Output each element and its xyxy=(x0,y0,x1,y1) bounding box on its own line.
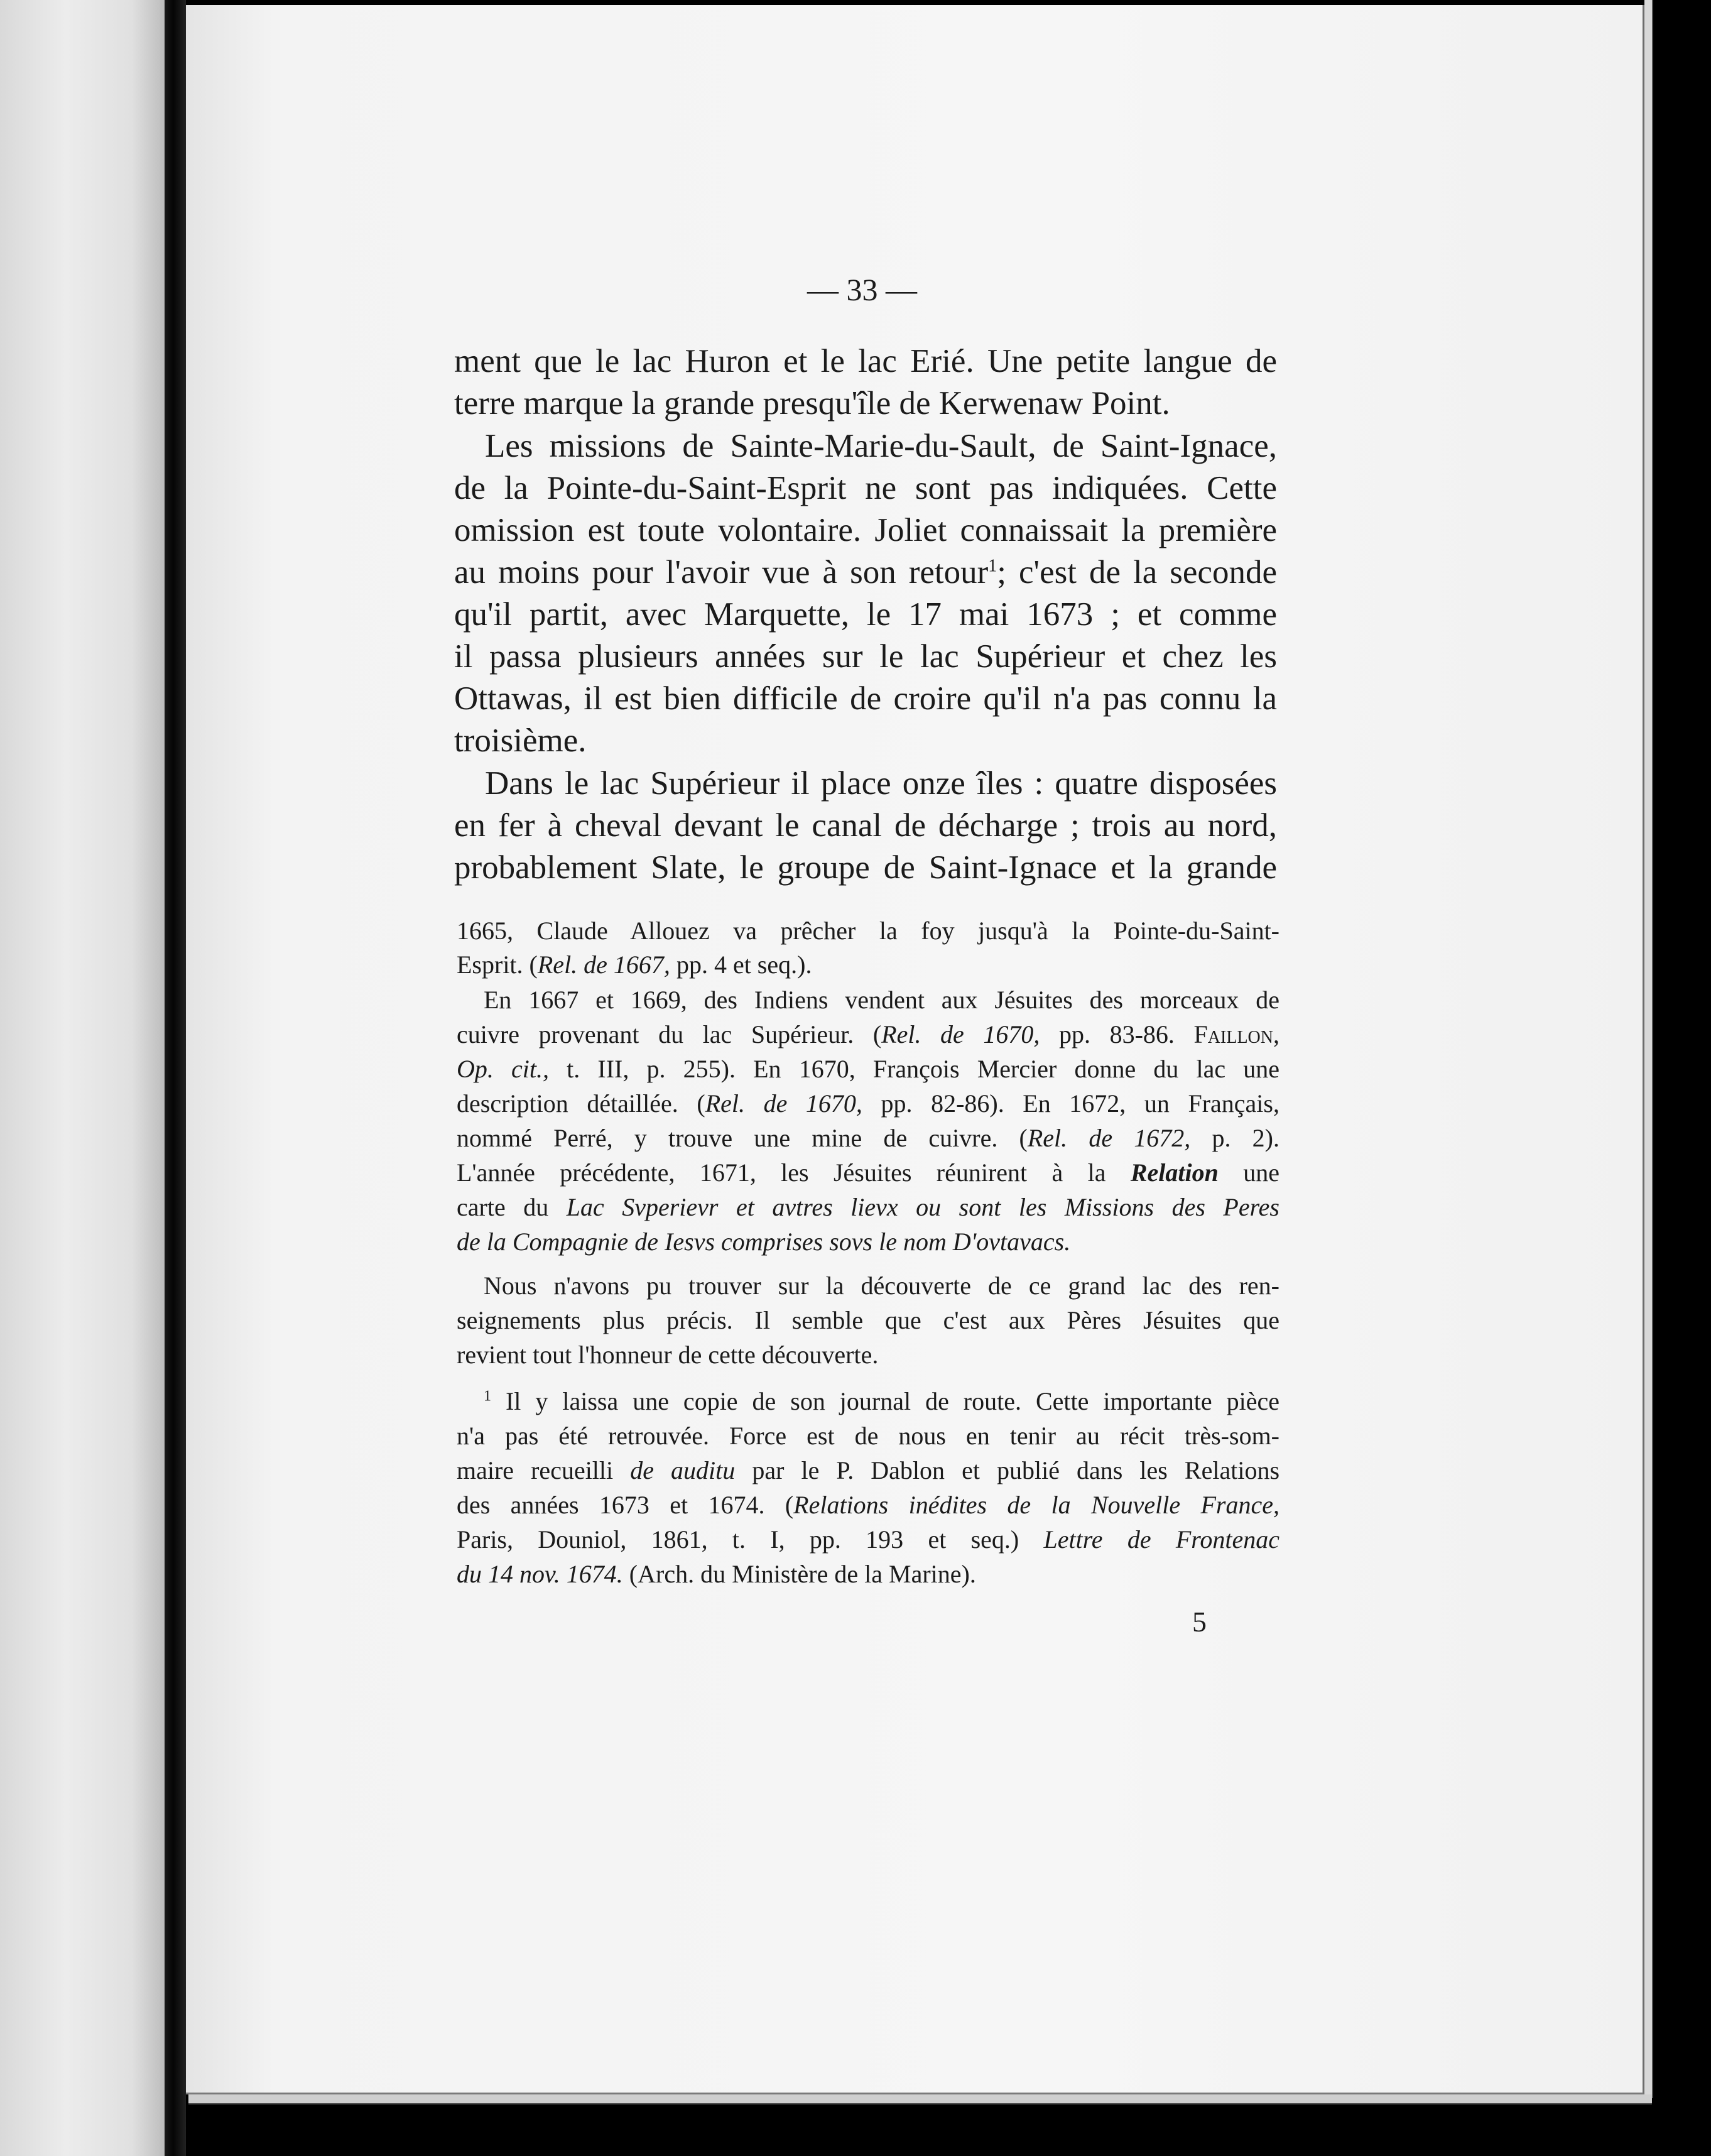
page-right-edge xyxy=(1644,0,1653,2098)
footnote-line xyxy=(457,1158,1279,1187)
latin-phrase: de auditu xyxy=(630,1456,736,1484)
footnote-line xyxy=(484,1386,1279,1416)
body-line: Ottawas, il est bien difficile de croire qu'il n'a pas connu la xyxy=(454,680,1277,717)
footnote-text: carte du xyxy=(457,1193,567,1221)
body-line: il passa plusieurs années sur le lac Supérieur et chez les xyxy=(454,638,1277,675)
citation: Op. cit., xyxy=(457,1055,550,1083)
footnote-line: 1665, Claude Allouez va prêcher la foy jusqu'à la Pointe-du-Saint- xyxy=(457,917,1279,945)
body-line: Dans le lac Supérieur il place onze îles : quatre disposées xyxy=(485,765,1277,802)
previous-page-edge xyxy=(0,0,165,2156)
signature-mark: 5 xyxy=(1192,1606,1207,1638)
body-line: Les missions de Sainte-Marie-du-Sault, de Saint-Ignace, xyxy=(485,428,1277,464)
citation: Rel. de 1670, xyxy=(881,1020,1040,1048)
body-text: au moins pour l'avoir vue à son retour xyxy=(454,554,989,591)
body-line: probablement Slate, le groupe de Saint-Ignace et la grande xyxy=(454,849,1277,886)
footnote-text: t. III, p. 255). En 1670, François Mercier donne du lac une xyxy=(549,1055,1279,1083)
footnote-text: des années 1673 et 1674. ( xyxy=(457,1491,794,1519)
footnote-text: Paris, Douniol, 1861, t. I, pp. 193 et seq.) xyxy=(457,1525,1044,1554)
body-line: ment que le lac Huron et le lac Erié. Une petite langue de xyxy=(454,343,1277,379)
footnote-text: pp. 82-86). En 1672, un Français, xyxy=(862,1089,1279,1118)
footnote-text: pp. 4 et seq.). xyxy=(670,950,812,979)
citation: Relations inédites de la Nouvelle France, xyxy=(793,1491,1279,1519)
footnote-text: maire recueilli xyxy=(457,1456,631,1484)
citation: Rel. de 1670, xyxy=(705,1089,862,1118)
book-page xyxy=(186,5,1644,2094)
footnote-text: (Arch. du Ministère de la Marine). xyxy=(622,1560,976,1588)
footnote-text: Esprit. ( xyxy=(457,950,538,979)
footnote-line: seignements plus précis. Il semble que c'est aux Pères Jésuites que xyxy=(457,1306,1279,1334)
footnote-text: description détaillée. ( xyxy=(457,1089,705,1118)
body-line: de la Pointe-du-Saint-Esprit ne sont pas indiquées. Cette xyxy=(454,470,1277,506)
author-name: Faillon, xyxy=(1193,1020,1279,1048)
body-text: ; c'est de la seconde xyxy=(997,554,1277,591)
footnote-ref: 1 xyxy=(988,556,997,576)
footnote-text: nommé Perré, y trouve une mine de cuivre. ( xyxy=(457,1124,1028,1152)
footnote-line: Nous n'avons pu trouver sur la découverte de ce grand lac des ren- xyxy=(484,1271,1279,1300)
footnote-line: En 1667 et 1669, des Indiens vendent aux Jésuites des morceaux de xyxy=(484,986,1279,1014)
body-line xyxy=(454,553,1277,591)
footnote-line xyxy=(457,1020,1279,1049)
footnote-line xyxy=(457,1192,1279,1222)
footnote-text: par le P. Dablon et publié dans les Relations xyxy=(735,1456,1280,1484)
footnote-text: pp. 83-86. xyxy=(1040,1020,1194,1048)
footnote-line xyxy=(457,1559,976,1589)
footnote-line xyxy=(457,1054,1279,1084)
page-number: — 33 — xyxy=(807,272,917,307)
citation: Relation xyxy=(1130,1158,1219,1187)
page-bottom-edge xyxy=(188,2094,1652,2104)
footnote-line xyxy=(457,950,812,979)
body-line: omission est toute volontaire. Joliet connaissait la première xyxy=(454,512,1277,548)
footnote-text: L'année précédente, 1671, les Jésuites réunirent à la xyxy=(457,1158,1131,1187)
book-gutter xyxy=(165,0,186,2156)
citation: Rel. de 1672, xyxy=(1027,1124,1191,1152)
body-line: troisième. xyxy=(454,722,587,759)
body-line: qu'il partit, avec Marquette, le 17 mai 1673 ; et comme xyxy=(454,596,1277,633)
footnote-line: de la Compagnie de Iesvs comprises sovs le nom D'ovtavacs. xyxy=(457,1228,1071,1256)
footnote-number: 1 xyxy=(484,1388,491,1405)
footnote-line xyxy=(457,1490,1279,1520)
citation: du 14 nov. 1674. xyxy=(457,1560,623,1588)
footnote-line xyxy=(457,1123,1279,1153)
footnote-text: p. 2). xyxy=(1190,1124,1279,1152)
citation: Lettre de Frontenac xyxy=(1043,1525,1279,1554)
footnote-line xyxy=(457,1525,1279,1554)
footnote-line: n'a pas été retrouvée. Force est de nous en tenir au récit très-som- xyxy=(457,1422,1279,1450)
footnote-line: revient tout l'honneur de cette découverte. xyxy=(457,1341,879,1369)
citation: Rel. de 1667, xyxy=(537,950,670,979)
footnote-text: Il y laissa une copie de son journal de route. Cette importante pièce xyxy=(491,1387,1279,1415)
footnote-line xyxy=(457,1089,1279,1118)
footnote-text: cuivre provenant du lac Supérieur. ( xyxy=(457,1020,882,1048)
body-line: en fer à cheval devant le canal de décharge ; trois au nord, xyxy=(454,807,1277,844)
footnote-text: une xyxy=(1218,1158,1279,1187)
map-title: Lac Svperievr et avtres lievx ou sont les Missions des Peres xyxy=(566,1193,1279,1221)
body-line: terre marque la grande presqu'île de Kerwenaw Point. xyxy=(454,385,1170,422)
footnote-line xyxy=(457,1456,1279,1485)
